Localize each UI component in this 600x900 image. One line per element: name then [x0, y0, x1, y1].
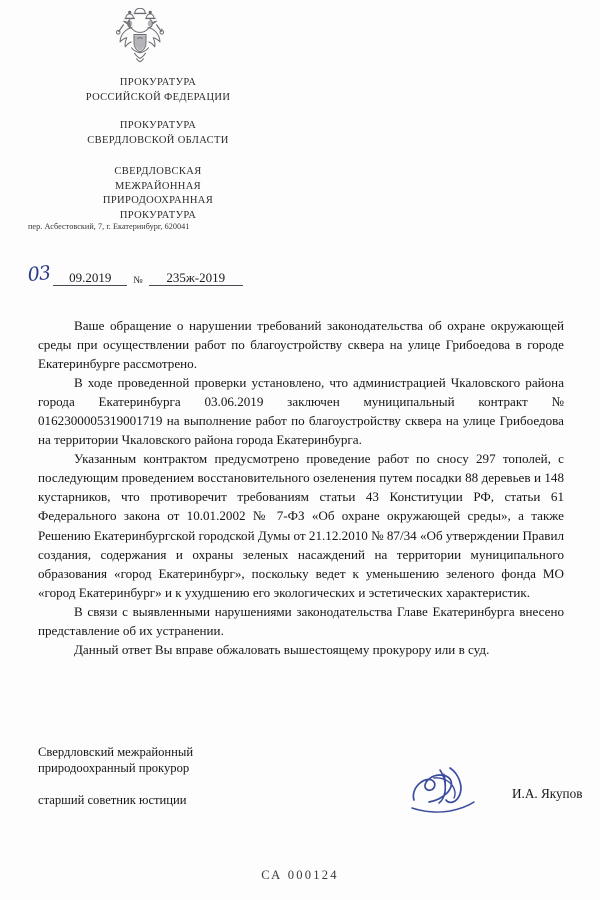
letterhead-office: [30, 165, 286, 225]
signer-name: И.А. Якупов: [512, 786, 583, 801]
document-date-value: 09.2019: [69, 270, 112, 285]
letterhead: [30, 74, 286, 224]
body-paragraph-4: В связи с выявленными нарушениями законодательства Главе Екатеринбурга внесено представление об их устранении.: [38, 603, 564, 638]
body-paragraph-5: Данный ответ Вы вправе обжаловать вышестоящему прокурору или в суд.: [74, 641, 490, 657]
russian-coat-of-arms-icon: [104, 8, 176, 70]
signature-role-block: [38, 744, 338, 808]
letterhead-agency: [30, 76, 286, 106]
signer-role-line-2: природоохранный прокурор: [38, 761, 190, 775]
region-line-1: ПРОКУРАТУРА: [119, 119, 197, 131]
office-line-4: ПРОКУРАТУРА: [119, 210, 197, 222]
office-line-3: ПРИРОДООХРАННАЯ: [102, 195, 214, 207]
body-paragraph-2: В ходе проведенной проверки установлено, что администрацией Чкаловского района города Екатеринбурга 03.06.2019 заключен муниципальный контракт № 0162300005319001719 на выполнение работ по благоустройству сквера на улице Грибоедова на территории Чкаловского района города Екатеринбурга.: [38, 375, 564, 448]
document-footer-code: СА 000124: [261, 868, 339, 882]
body-paragraph-1: Ваше обращение о нарушении требований законодательства об охране окружающей среды при осуществлении работ по благоустройству сквера на улице Грибоедова в городе Екатеринбурге рассмотрено.: [38, 318, 564, 372]
office-address: пер. Асбестовский, 7, г. Екатеринбург, 620041: [28, 222, 190, 231]
number-sign: №: [133, 275, 143, 286]
document-number: [149, 270, 243, 286]
handwritten-day: 03: [26, 261, 52, 287]
body-paragraph-3: Указанным контрактом предусмотрено проведение работ по сносу 297 тополей, с последующим проведением восстановительного озеленения путем посадки 88 деревьев и 148 кустарников, что противоречит требованиям статьи 43 Конституции РФ, статьи 61 Федерального закона от 10.01.2002 № 7-ФЗ «Об охране окружающей среды», а также Решению Екатеринбургской городской Думы от 21.12.2010 № 87/34 «Об утверждении Правил создания, содержания и охраны зеленых насаждений на территории муниципального образования «город Екатеринбург», поскольку ведет к уменьшению зеленого фонда МО «город Екатеринбург» и к ухудшению его экологических и эстетических характеристик.: [38, 451, 564, 600]
agency-line-2: РОССИЙСКОЙ ФЕДЕРАЦИИ: [85, 91, 231, 103]
office-line-1: СВЕРДЛОВСКАЯ: [114, 165, 202, 177]
letterhead-region: [30, 119, 286, 149]
document-number-value: 235ж-2019: [166, 270, 226, 285]
signer-role-line-1: Свердловский межрайонный: [38, 745, 194, 759]
document-date: [53, 270, 127, 286]
agency-line-1: ПРОКУРАТУРА: [119, 77, 197, 88]
region-line-2: СВЕРДЛОВСКОЙ ОБЛАСТИ: [87, 134, 229, 146]
office-line-2: МЕЖРАЙОННАЯ: [114, 180, 201, 192]
signer-rank: старший советник юстиции: [38, 793, 187, 807]
letter-body: [38, 316, 564, 659]
document-reference-line: [28, 262, 243, 286]
